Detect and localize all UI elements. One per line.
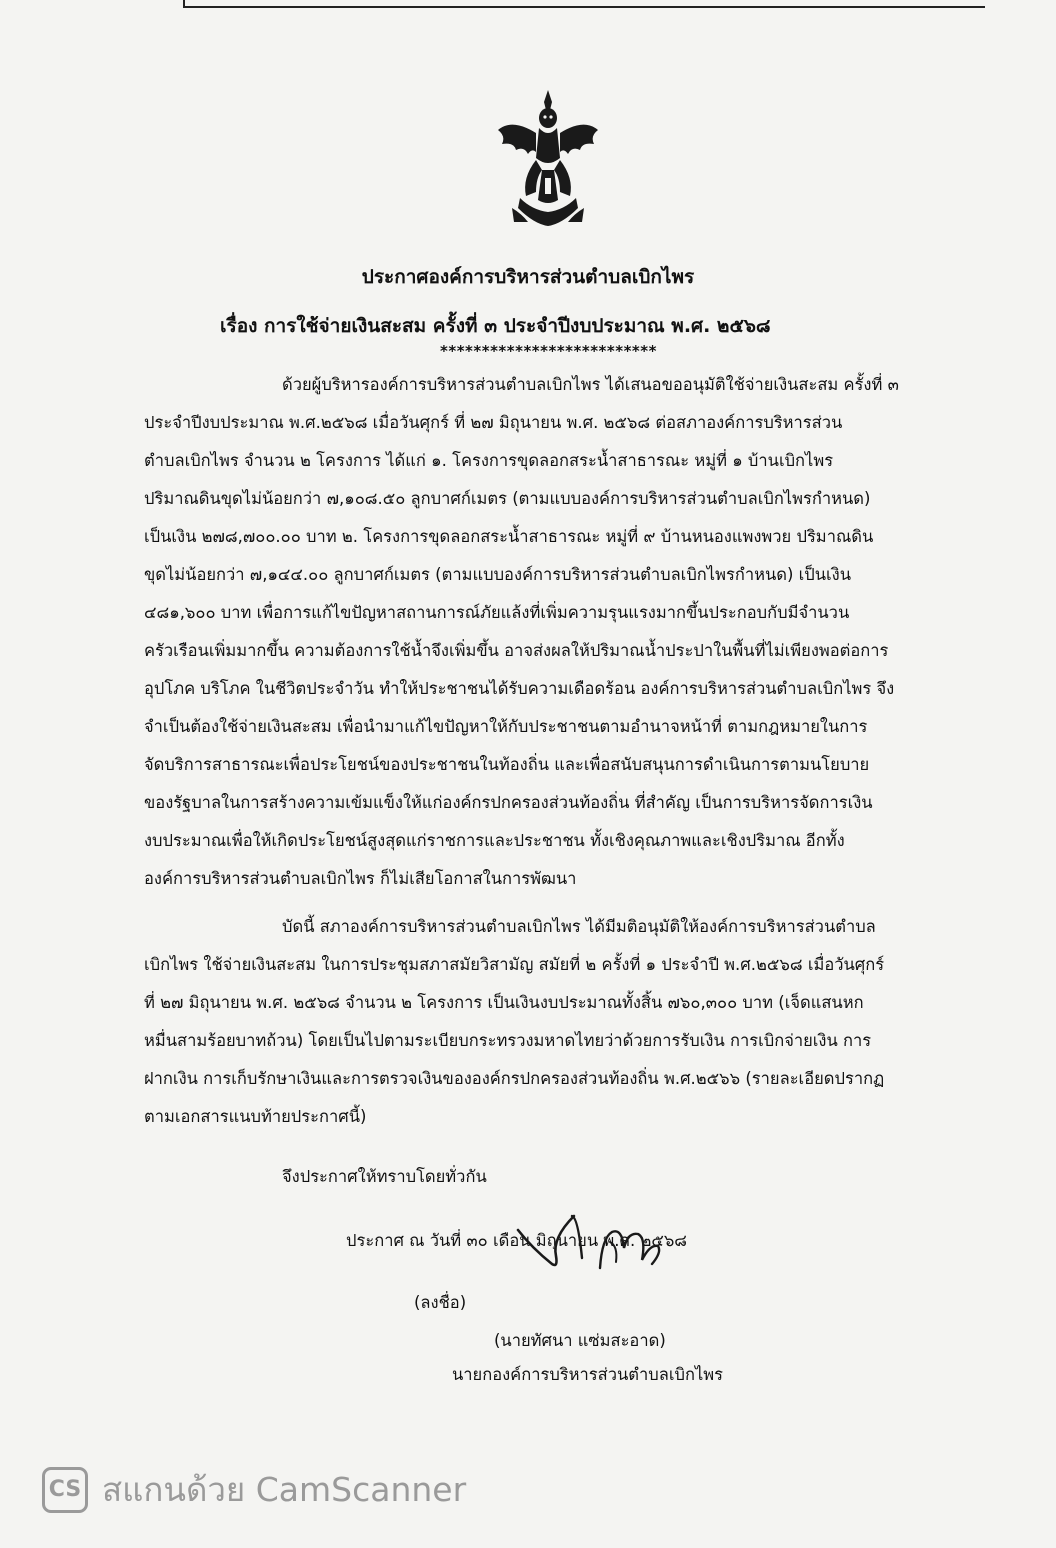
paragraph-1-line: ตำบลเบิกไพร จำนวน ๒ โครงการ ได้แก่ ๑. โครงการขุดลอกสระน้ำสาธารณะ หมู่ที่ ๑ บ้านเบิกไพร — [144, 451, 834, 470]
camscanner-text: สแกนด้วย CamScanner — [102, 1470, 467, 1509]
paragraph-1-line: เป็นเงิน ๒๗๘,๗๐๐.๐๐ บาท ๒. โครงการขุดลอกสระน้ำสาธารณะ หมู่ที่ ๙ บ้านหนองแพงพวย ปริมาณดิน — [144, 527, 874, 546]
paragraph-1-line: ประจำปีงบประมาณ พ.ศ.๒๕๖๘ เมื่อวันศุกร์ ที่ ๒๗ มิถุนายน พ.ศ. ๒๕๖๘ ต่อสภาองค์การบริหารส่วน — [144, 413, 843, 432]
camscanner-watermark — [42, 1463, 466, 1516]
paragraph-2-line: ที่ ๒๗ มิถุนายน พ.ศ. ๒๕๖๘ จำนวน ๒ โครงการ เป็นเงินงบประมาณทั้งสิ้น ๗๖๐,๓๐๐ บาท (เจ็ดแสนหก — [144, 993, 864, 1012]
paragraph-1-line: งบประมาณเพื่อให้เกิดประโยชน์สูงสุดแก่ราชการและประชาชน ทั้งเชิงคุณภาพและเชิงปริมาณ อีกทั้ง — [144, 831, 845, 850]
paragraph-2-line: เบิกไพร ใช้จ่ายเงินสะสม ในการประชุมสภาสมัยวิสามัญ สมัยที่ ๒ ครั้งที่ ๑ ประจำปี พ.ศ.๒๕๖๘ เมื่อวันศุกร์ — [144, 955, 885, 974]
signatory-name: (นายทัศนา แซ่มสะอาด) — [494, 1331, 666, 1350]
separator-stars: ************************** — [440, 342, 657, 360]
signatory-position: นายกองค์การบริหารส่วนตำบลเบิกไพร — [452, 1365, 723, 1384]
paragraph-2-line: บัดนี้ สภาองค์การบริหารส่วนตำบลเบิกไพร ได้มีมติอนุมัติให้องค์การบริหารส่วนตำบล — [282, 917, 876, 936]
paragraph-1-line: ขุดไม่น้อยกว่า ๗,๑๔๔.๐๐ ลูกบาศก์เมตร (ตามแบบองค์การบริหารส่วนตำบลเบิกไพรกำหนด) เป็นเงิน — [144, 565, 852, 584]
top-border-line — [183, 0, 985, 8]
paragraph-2-line: ฝากเงิน การเก็บรักษาเงินและการตรวจเงินขององค์กรปกครองส่วนท้องถิ่น พ.ศ.๒๕๖๖ (รายละเอียดปรากฏ — [144, 1069, 885, 1088]
camscanner-logo-icon: CS — [42, 1467, 88, 1513]
paragraph-1-line: อุปโภค บริโภค ในชีวิตประจำวัน ทำให้ประชาชนได้รับความเดือดร้อน องค์การบริหารส่วนตำบลเบิกไพร จึง — [144, 679, 895, 698]
paragraph-1-line: ปริมาณดินขุดไม่น้อยกว่า ๗,๑๐๘.๕๐ ลูกบาศก์เมตร (ตามแบบองค์การบริหารส่วนตำบลเบิกไพรกำหนด) — [144, 489, 871, 508]
paragraph-1-line: องค์การบริหารส่วนตำบลเบิกไพร ก็ไม่เสียโอกาสในการพัฒนา — [144, 869, 577, 888]
signature-label: (ลงชื่อ) — [414, 1293, 467, 1312]
paragraph-2-line: ตามเอกสารแนบท้ายประกาศนี้) — [144, 1107, 367, 1126]
paragraph-1-line: ด้วยผู้บริหารองค์การบริหารส่วนตำบลเบิกไพร ได้เสนอขออนุมัติใช้จ่ายเงินสะสม ครั้งที่ ๓ — [282, 375, 899, 394]
announcement-subject: เรื่อง การใช้จ่ายเงินสะสม ครั้งที่ ๓ ประจำปีงบประมาณ พ.ศ. ๒๕๖๘ — [220, 315, 771, 337]
handwritten-signature — [512, 1208, 664, 1278]
paragraph-1-line: จำเป็นต้องใช้จ่ายเงินสะสม เพื่อนำมาแก้ไขปัญหาให้กับประชาชนตามอำนาจหน้าที่ ตามกฎหมายในการ — [144, 717, 868, 736]
paragraph-1-line: ๔๘๑,๖๐๐ บาท เพื่อการแก้ไขปัญหาสถานการณ์ภัยแล้งที่เพิ่มความรุนแรงมากขึ้นประกอบกับมีจำนวน — [144, 603, 850, 622]
closing-statement: จึงประกาศให้ทราบโดยทั่วกัน — [282, 1167, 487, 1186]
paragraph-1-line: ครัวเรือนเพิ่มมากขึ้น ความต้องการใช้น้ำจึงเพิ่มขึ้น อาจส่งผลให้ปริมาณน้ำประปาในพื้นที่ไม่เพียงพอต่อการ — [144, 641, 889, 660]
announcement-date: ประกาศ ณ วันที่ ๓๐ เดือน มิถุนายน พ.ศ. ๒๕๖๘ — [346, 1231, 688, 1250]
paragraph-1-line: จัดบริการสาธารณะเพื่อประโยชน์ของประชาชนในท้องถิ่น และเพื่อสนับสนุนการดำเนินการตามนโยบาย — [144, 755, 870, 774]
garuda-emblem-icon — [492, 88, 604, 228]
paragraph-1-line: ของรัฐบาลในการสร้างความเข้มแข็งให้แก่องค์กรปกครองส่วนท้องถิ่น ที่สำคัญ เป็นการบริหารจัดการเงิน — [144, 793, 873, 812]
paragraph-2-line: หมื่นสามร้อยบาทถ้วน) โดยเป็นไปตามระเบียบกระทรวงมหาดไทยว่าด้วยการรับเงิน การเบิกจ่ายเงิน การ — [144, 1031, 872, 1050]
announcement-title: ประกาศองค์การบริหารส่วนตำบลเบิกไพร — [361, 266, 695, 288]
